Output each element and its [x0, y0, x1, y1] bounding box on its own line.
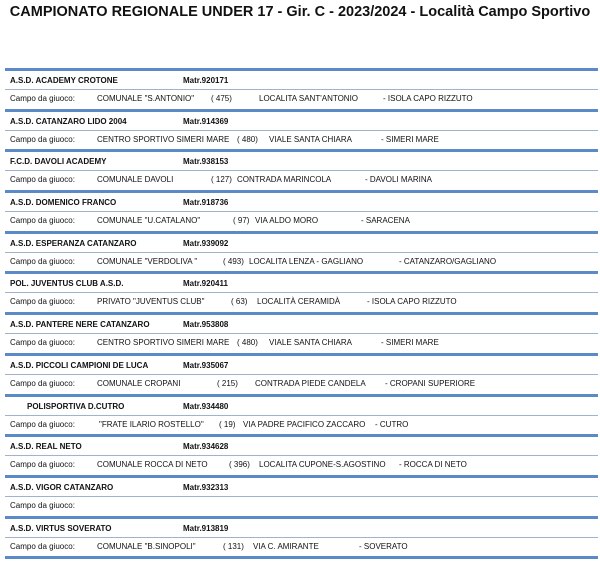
- venue-address: LOCALITA SANT'ANTONIO: [259, 94, 359, 103]
- team-name: POLISPORTIVA D.CUTRO: [27, 401, 125, 411]
- team-header: [5, 155, 598, 170]
- team-header: [5, 277, 598, 292]
- team-header: [5, 115, 598, 130]
- team-entry: [5, 271, 598, 312]
- team-entry: [5, 68, 598, 109]
- row-divider: [5, 109, 598, 112]
- field-label: Campo da giuoco:: [10, 297, 75, 307]
- team-header: [5, 522, 598, 537]
- field-label: Campo da giuoco:: [10, 419, 75, 429]
- team-matricola: Matr.920171: [183, 76, 229, 85]
- field-info: [5, 416, 598, 433]
- field-label: Campo da giuoco:: [10, 216, 75, 226]
- team-name: A.S.D. CATANZARO LIDO 2004: [10, 116, 127, 126]
- field-label: Campo da giuoco:: [10, 378, 75, 388]
- venue-address: VIALE SANTA CHIARA: [269, 134, 352, 144]
- field-label: Campo da giuoco:: [10, 256, 75, 266]
- field-label: Campo da giuoco:: [10, 541, 75, 551]
- field-info: [5, 375, 598, 392]
- venue-code: ( 19): [219, 419, 236, 429]
- team-name: A.S.D. VIGOR CATANZARO: [10, 482, 114, 492]
- field-info: [5, 497, 598, 514]
- venue-code: ( 97): [233, 216, 250, 226]
- venue-city: - SOVERATO: [359, 541, 408, 551]
- venue-address: VIA C. AMIRANTE: [253, 541, 319, 551]
- field-label: Campo da giuoco:: [10, 500, 75, 510]
- field-label: Campo da giuoco:: [10, 134, 75, 144]
- team-name: A.S.D. PICCOLI CAMPIONI DE LUCA: [10, 360, 149, 370]
- team-matricola: Matr.920411: [183, 279, 228, 289]
- venue-address: LOCALITA CUPONE-S.AGOSTINO: [259, 460, 386, 470]
- venue-code: ( 131): [223, 541, 244, 551]
- venue-code: ( 475): [211, 94, 232, 103]
- row-divider: [5, 475, 598, 478]
- team-name: A.S.D. DOMENICO FRANCO: [10, 198, 117, 208]
- team-entry: [5, 434, 598, 475]
- venue-code: ( 493): [223, 256, 244, 266]
- field-info: [5, 456, 598, 473]
- venue-name: COMUNALE "U.CATALANO": [97, 216, 201, 226]
- team-matricola: Matr.935067: [183, 360, 229, 370]
- team-name: A.S.D. PANTERE NERE CATANZARO: [10, 320, 150, 330]
- row-divider: [5, 394, 598, 397]
- row-divider: [5, 149, 598, 152]
- venue-city: - CUTRO: [375, 419, 409, 429]
- field-label: Campo da giuoco:: [10, 175, 75, 185]
- venue-name: CENTRO SPORTIVO SIMERI MARE: [97, 134, 230, 144]
- row-divider: [5, 434, 598, 437]
- field-info: [5, 131, 598, 148]
- team-matricola: Matr.932313: [183, 482, 229, 492]
- team-entry: [5, 231, 598, 272]
- venue-code: ( 480): [237, 134, 258, 144]
- venue-code: ( 396): [229, 460, 250, 470]
- field-info: [5, 253, 598, 270]
- venue-name: COMUNALE CROPANI: [97, 378, 181, 388]
- team-name: A.S.D. ACADEMY CROTONE: [10, 76, 118, 85]
- venue-city: - CROPANI SUPERIORE: [385, 378, 476, 388]
- field-info: [5, 538, 598, 555]
- field-label: Campo da giuoco:: [10, 460, 75, 470]
- bottom-divider: [5, 556, 598, 559]
- venue-name: "FRATE ILARIO ROSTELLO": [99, 419, 204, 429]
- team-header: [5, 359, 598, 374]
- team-name: A.S.D. VIRTUS SOVERATO: [10, 523, 112, 533]
- team-name: POL. JUVENTUS CLUB A.S.D.: [10, 279, 124, 289]
- row-divider: [5, 68, 598, 71]
- field-label: Campo da giuoco:: [10, 338, 75, 348]
- venue-code: ( 480): [237, 338, 258, 348]
- team-header: [5, 440, 598, 455]
- team-entry: [5, 353, 598, 394]
- venue-name: COMUNALE ROCCA DI NETO: [97, 460, 208, 470]
- page-title: CAMPIONATO REGIONALE UNDER 17 - Gir. C - 2023/2024 - Località Campo Sportivo: [9, 4, 591, 20]
- venue-address: VIALE SANTA CHIARA: [269, 338, 352, 348]
- venue-code: ( 127): [211, 175, 232, 185]
- team-entry: [5, 475, 598, 516]
- team-header: [5, 481, 598, 496]
- team-header: [5, 400, 598, 415]
- team-name: A.S.D. ESPERANZA CATANZARO: [10, 238, 137, 248]
- venue-city: - SIMERI MARE: [381, 134, 439, 144]
- team-entry: [5, 516, 598, 557]
- team-entry: [5, 312, 598, 353]
- venue-name: COMUNALE "B.SINOPOLI": [97, 541, 196, 551]
- venue-address: LOCALITA LENZA - GAGLIANO: [249, 256, 364, 266]
- venue-address: VIA PADRE PACIFICO ZACCARO: [243, 419, 366, 429]
- venue-name: COMUNALE DAVOLI: [97, 175, 174, 185]
- field-info: [5, 212, 598, 229]
- team-name: F.C.D. DAVOLI ACADEMY: [10, 157, 107, 167]
- team-entry: [5, 149, 598, 190]
- field-info: [5, 334, 598, 351]
- team-entry: [5, 109, 598, 150]
- field-info: [5, 293, 598, 310]
- team-name: A.S.D. REAL NETO: [10, 442, 82, 452]
- venue-address: CONTRADA PIEDE CANDELA: [255, 378, 366, 388]
- venue-address: CONTRADA MARINCOLA: [237, 175, 332, 185]
- team-matricola: Matr.938153: [183, 157, 229, 167]
- field-info: [5, 90, 598, 107]
- venue-code: ( 215): [217, 378, 238, 388]
- venue-city: - SIMERI MARE: [381, 338, 439, 348]
- venue-name: COMUNALE "VERDOLIVA ": [97, 256, 198, 266]
- venue-name: COMUNALE "S.ANTONIO": [97, 94, 195, 103]
- venue-address: VIA ALDO MORO: [255, 216, 319, 226]
- venue-city: - DAVOLI MARINA: [365, 175, 432, 185]
- team-entry: [5, 394, 598, 435]
- venue-city: - SARACENA: [361, 216, 410, 226]
- team-entry: [5, 190, 598, 231]
- team-matricola: Matr.918736: [183, 198, 229, 208]
- venue-city: - CATANZARO/GAGLIANO: [399, 256, 497, 266]
- row-divider: [5, 231, 598, 234]
- team-matricola: Matr.934480: [183, 401, 229, 411]
- row-divider: [5, 516, 598, 519]
- team-matricola: Matr.939092: [183, 238, 229, 248]
- venue-city: - ISOLA CAPO RIZZUTO: [367, 297, 457, 307]
- team-header: [5, 318, 598, 333]
- row-divider: [5, 353, 598, 356]
- team-header: [5, 196, 598, 211]
- team-list: [5, 68, 598, 556]
- field-info: [5, 171, 598, 188]
- field-label: Campo da giuoco:: [10, 94, 75, 103]
- row-divider: [5, 312, 598, 315]
- venue-city: - ROCCA DI NETO: [399, 460, 467, 470]
- row-divider: [5, 271, 598, 274]
- venue-address: LOCALITÀ CERAMIDÀ: [257, 297, 341, 307]
- team-matricola: Matr.953808: [183, 320, 229, 330]
- team-matricola: Matr.914369: [183, 116, 229, 126]
- venue-city: - ISOLA CAPO RIZZUTO: [383, 94, 473, 103]
- venue-name: PRIVATO "JUVENTUS CLUB": [97, 297, 205, 307]
- team-matricola: Matr.934628: [183, 442, 229, 452]
- venue-code: ( 63): [231, 297, 248, 307]
- venue-name: CENTRO SPORTIVO SIMERI MARE: [97, 338, 230, 348]
- row-divider: [5, 190, 598, 193]
- team-header: [5, 74, 598, 89]
- team-header: [5, 237, 598, 252]
- team-matricola: Matr.913819: [183, 523, 229, 533]
